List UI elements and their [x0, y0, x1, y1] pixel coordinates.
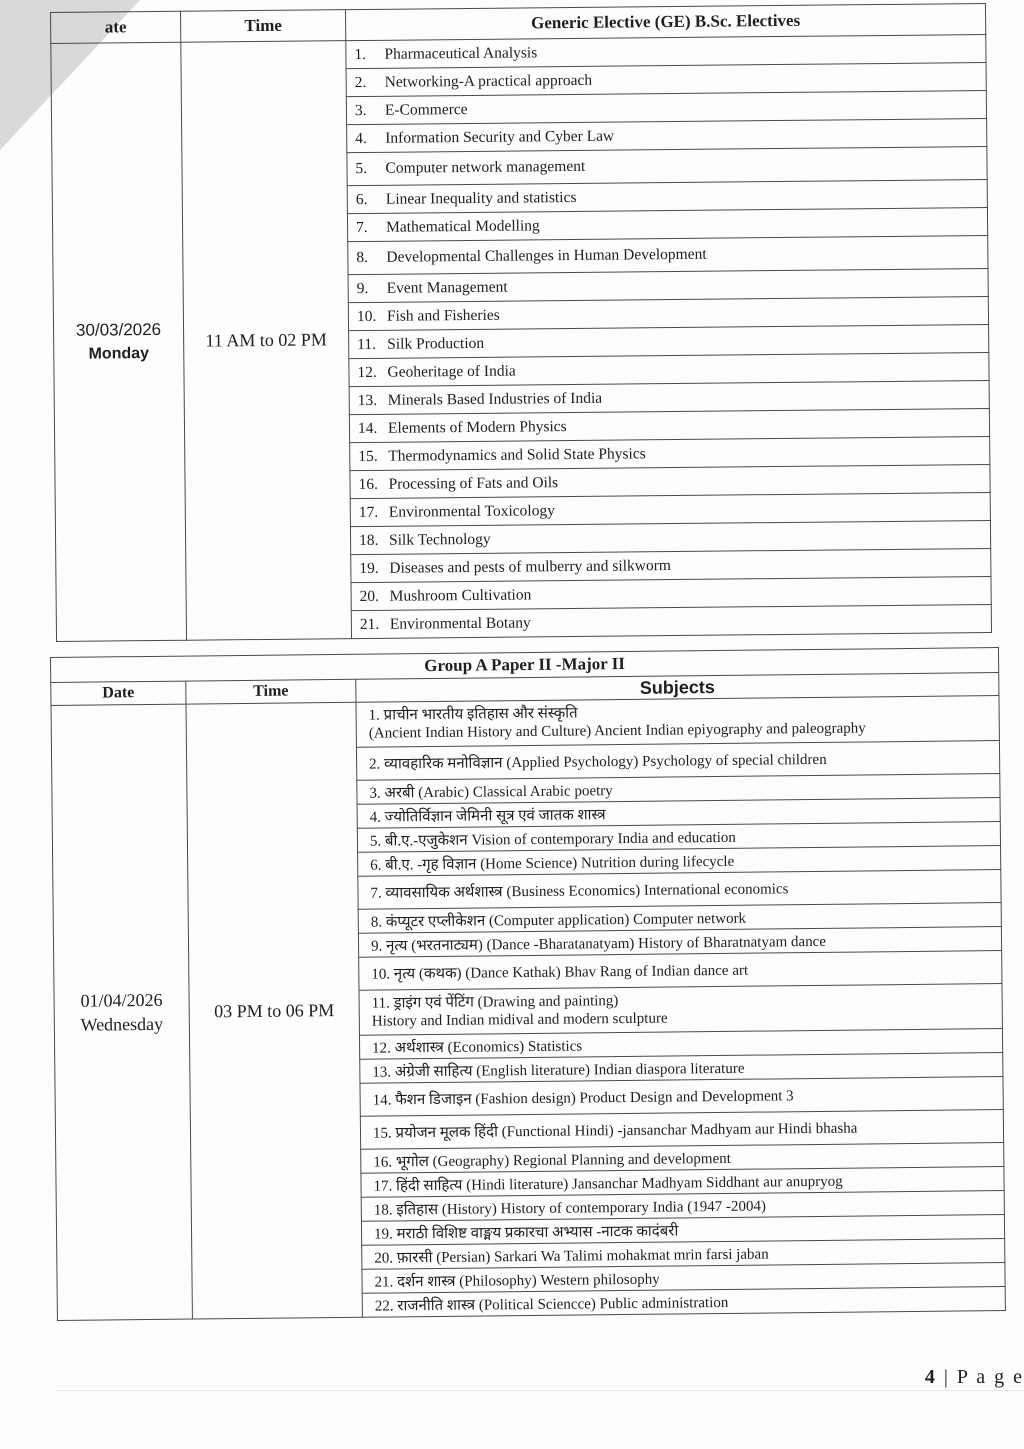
subject-name: Silk Technology — [389, 530, 491, 549]
ge-electives-table — [50, 3, 992, 642]
subject-number: 9. — [356, 279, 369, 297]
subject-line: 7. व्यावसायिक अर्थशास्त्र (Business Economics) International economics — [370, 881, 789, 902]
subject-name: Developmental Challenges in Human Development — [386, 245, 707, 266]
subject-line: 17. हिंदी साहित्य (Hindi literature) Jansanchar Madhyam Siddhant aur anupryog — [373, 1173, 843, 1195]
subject-name: Linear Inequality and statistics — [385, 188, 577, 208]
subject-number: 4. — [355, 129, 367, 147]
subject-name: Diseases and pests of mulberry and silkworm — [389, 556, 671, 577]
exam-date-cell — [51, 42, 187, 641]
subject-number: 21. — [359, 615, 380, 633]
subject-line-2: History and Indian midival and modern sculpture — [371, 1010, 668, 1030]
subject-number: 14. — [357, 419, 378, 437]
exam-date: 30/03/2026 — [75, 319, 162, 340]
exam-time: 03 PM to 06 PM — [186, 702, 362, 1319]
subject-name: Elements of Modern Physics — [387, 417, 567, 437]
page-label: | P a g e — [943, 1366, 1024, 1388]
subject-line: 16. भूगोल (Geography) Regional Planning and development — [373, 1150, 731, 1171]
subject-line: 6. बी.ए. -गृह विज्ञान (Home Science) Nutrition during lifecycle — [370, 853, 735, 874]
subject-row — [351, 604, 991, 638]
subject-number: 10. — [356, 307, 377, 325]
subject-line: 9. नृत्य (भरतनाट्यम) (Dance -Bharatanatyam) History of Bharatnatyam dance — [370, 933, 827, 955]
major-ii-table — [50, 647, 1006, 1321]
exam-date: 01/04/2026 — [80, 989, 163, 1011]
subject-line: 22. राजनीति शास्त्र (Political Sciencce) Public administration — [374, 1294, 729, 1315]
subject-number: 1. — [354, 45, 367, 63]
subject-name: Event Management — [386, 278, 508, 297]
subject-line: 4. ज्योतिर्विज्ञान जेमिनी सूत्र एवं जातक शास्त्र — [369, 806, 606, 826]
subject-line: 18. इतिहास (History) History of contemporary India (1947 -2004) — [373, 1198, 767, 1219]
footer-divider — [55, 1390, 1024, 1391]
subject-line: 3. अरबी (Arabic) Classical Arabic poetry — [369, 782, 613, 802]
subject-line: 8. कंप्यूटर एप्लीकेशन (Computer application) Computer network — [370, 910, 747, 931]
exam-day: Monday — [88, 344, 150, 363]
subject-number: 20. — [359, 587, 380, 605]
subject-number: 5. — [355, 159, 368, 178]
subject-name: Mathematical Modelling — [385, 216, 540, 236]
subject-line: 19. मराठी विशिष्ट वाङ्मय प्रकारचा अभ्यास -नाटक कादंबरी — [373, 1222, 679, 1243]
subject-number: 6. — [355, 190, 368, 208]
subject-number: 2. — [354, 73, 367, 91]
subject-number: 16. — [358, 475, 379, 493]
time-header: Time — [180, 10, 345, 43]
subject-number: 3. — [354, 101, 367, 119]
subject-number: 13. — [357, 391, 378, 409]
subject-number: 17. — [358, 503, 379, 521]
subject-line: 10. नृत्य (कथक) (Dance Kathak) Bhav Rang of Indian dance art — [371, 962, 749, 983]
subject-name: Silk Production — [387, 334, 485, 353]
subject-line: 1. प्राचीन भारतीय इतिहास और संस्कृति — [368, 705, 578, 724]
subject-name: Environmental Botany — [389, 613, 531, 633]
subject-number: 7. — [355, 218, 368, 236]
group-title: Group A Paper II -Major II — [51, 648, 999, 683]
date-header: Date — [51, 681, 186, 705]
subject-line: 12. अर्थशास्त्र (Economics) Statistics — [372, 1037, 583, 1057]
subject-line: 5. बी.ए.-एजुकेशन Vision of contemporary India and education — [369, 829, 736, 850]
subject-line: 2. व्यावहारिक मनोविज्ञान (Applied Psychology) Psychology of special children — [369, 751, 827, 773]
subject-number: 19. — [359, 559, 379, 577]
subjects-header: Generic Elective (GE) B.Sc. Electives — [345, 4, 985, 41]
subject-line: 20. फ़ारसी (Persian) Sarkari Wa Talimi mohakmat mrin farsi jaban — [374, 1246, 769, 1267]
exam-time: 11 AM to 02 PM — [181, 41, 352, 641]
subject-row — [359, 984, 1002, 1036]
subject-number: 11. — [357, 335, 377, 353]
subject-name: Pharmaceutical Analysis — [384, 43, 538, 63]
subject-name: Thermodynamics and Solid State Physics — [388, 444, 646, 465]
page-footer — [925, 1366, 1024, 1389]
subject-name: Information Security and Cyber Law — [385, 127, 615, 147]
subject-number: 8. — [356, 248, 369, 267]
subject-name: Processing of Fats and Oils — [388, 473, 559, 493]
subject-line: 15. प्रयोजन मूलक हिंदी (Functional Hindi) -jansanchar Madhyam aur Hindi bhasha — [372, 1120, 858, 1142]
subject-row — [356, 696, 999, 748]
subject-line: 13. अंग्रेजी साहित्य (English literature) Indian diaspora literature — [372, 1060, 745, 1081]
subject-line: 14. फैशन डिजाइन (Fashion design) Product Design and Development 3 — [372, 1088, 794, 1109]
subject-line: 11. ड्राइंग एवं पेंटिंग (Drawing and painting) — [371, 993, 619, 1012]
exam-date-cell — [51, 704, 192, 1320]
subject-name: Minerals Based Industries of India — [387, 389, 603, 409]
subject-number: 15. — [358, 447, 378, 465]
exam-day: Wednesday — [80, 1013, 164, 1035]
time-header: Time — [186, 679, 356, 704]
subject-name: Networking-A practical approach — [384, 71, 593, 91]
subjects-header: Subjects — [356, 673, 999, 703]
subject-number: 12. — [357, 363, 377, 381]
subject-name: E-Commerce — [384, 100, 468, 119]
page-number: 4 — [924, 1366, 937, 1388]
subject-number: 18. — [359, 531, 379, 549]
date-header: ate — [51, 11, 181, 43]
subject-line: 21. दर्शन शास्त्र (Philosophy) Western philosophy — [374, 1271, 660, 1291]
subject-line-2: (Ancient Indian History and Culture) Ancient Indian epiyography and paleography — [368, 720, 866, 742]
subject-name: Fish and Fisheries — [386, 306, 500, 325]
subject-name: Environmental Toxicology — [388, 501, 555, 521]
subject-name: Mushroom Cultivation — [389, 585, 532, 605]
subject-name: Geoheritage of India — [387, 362, 516, 381]
subject-name: Computer network management — [385, 157, 586, 177]
